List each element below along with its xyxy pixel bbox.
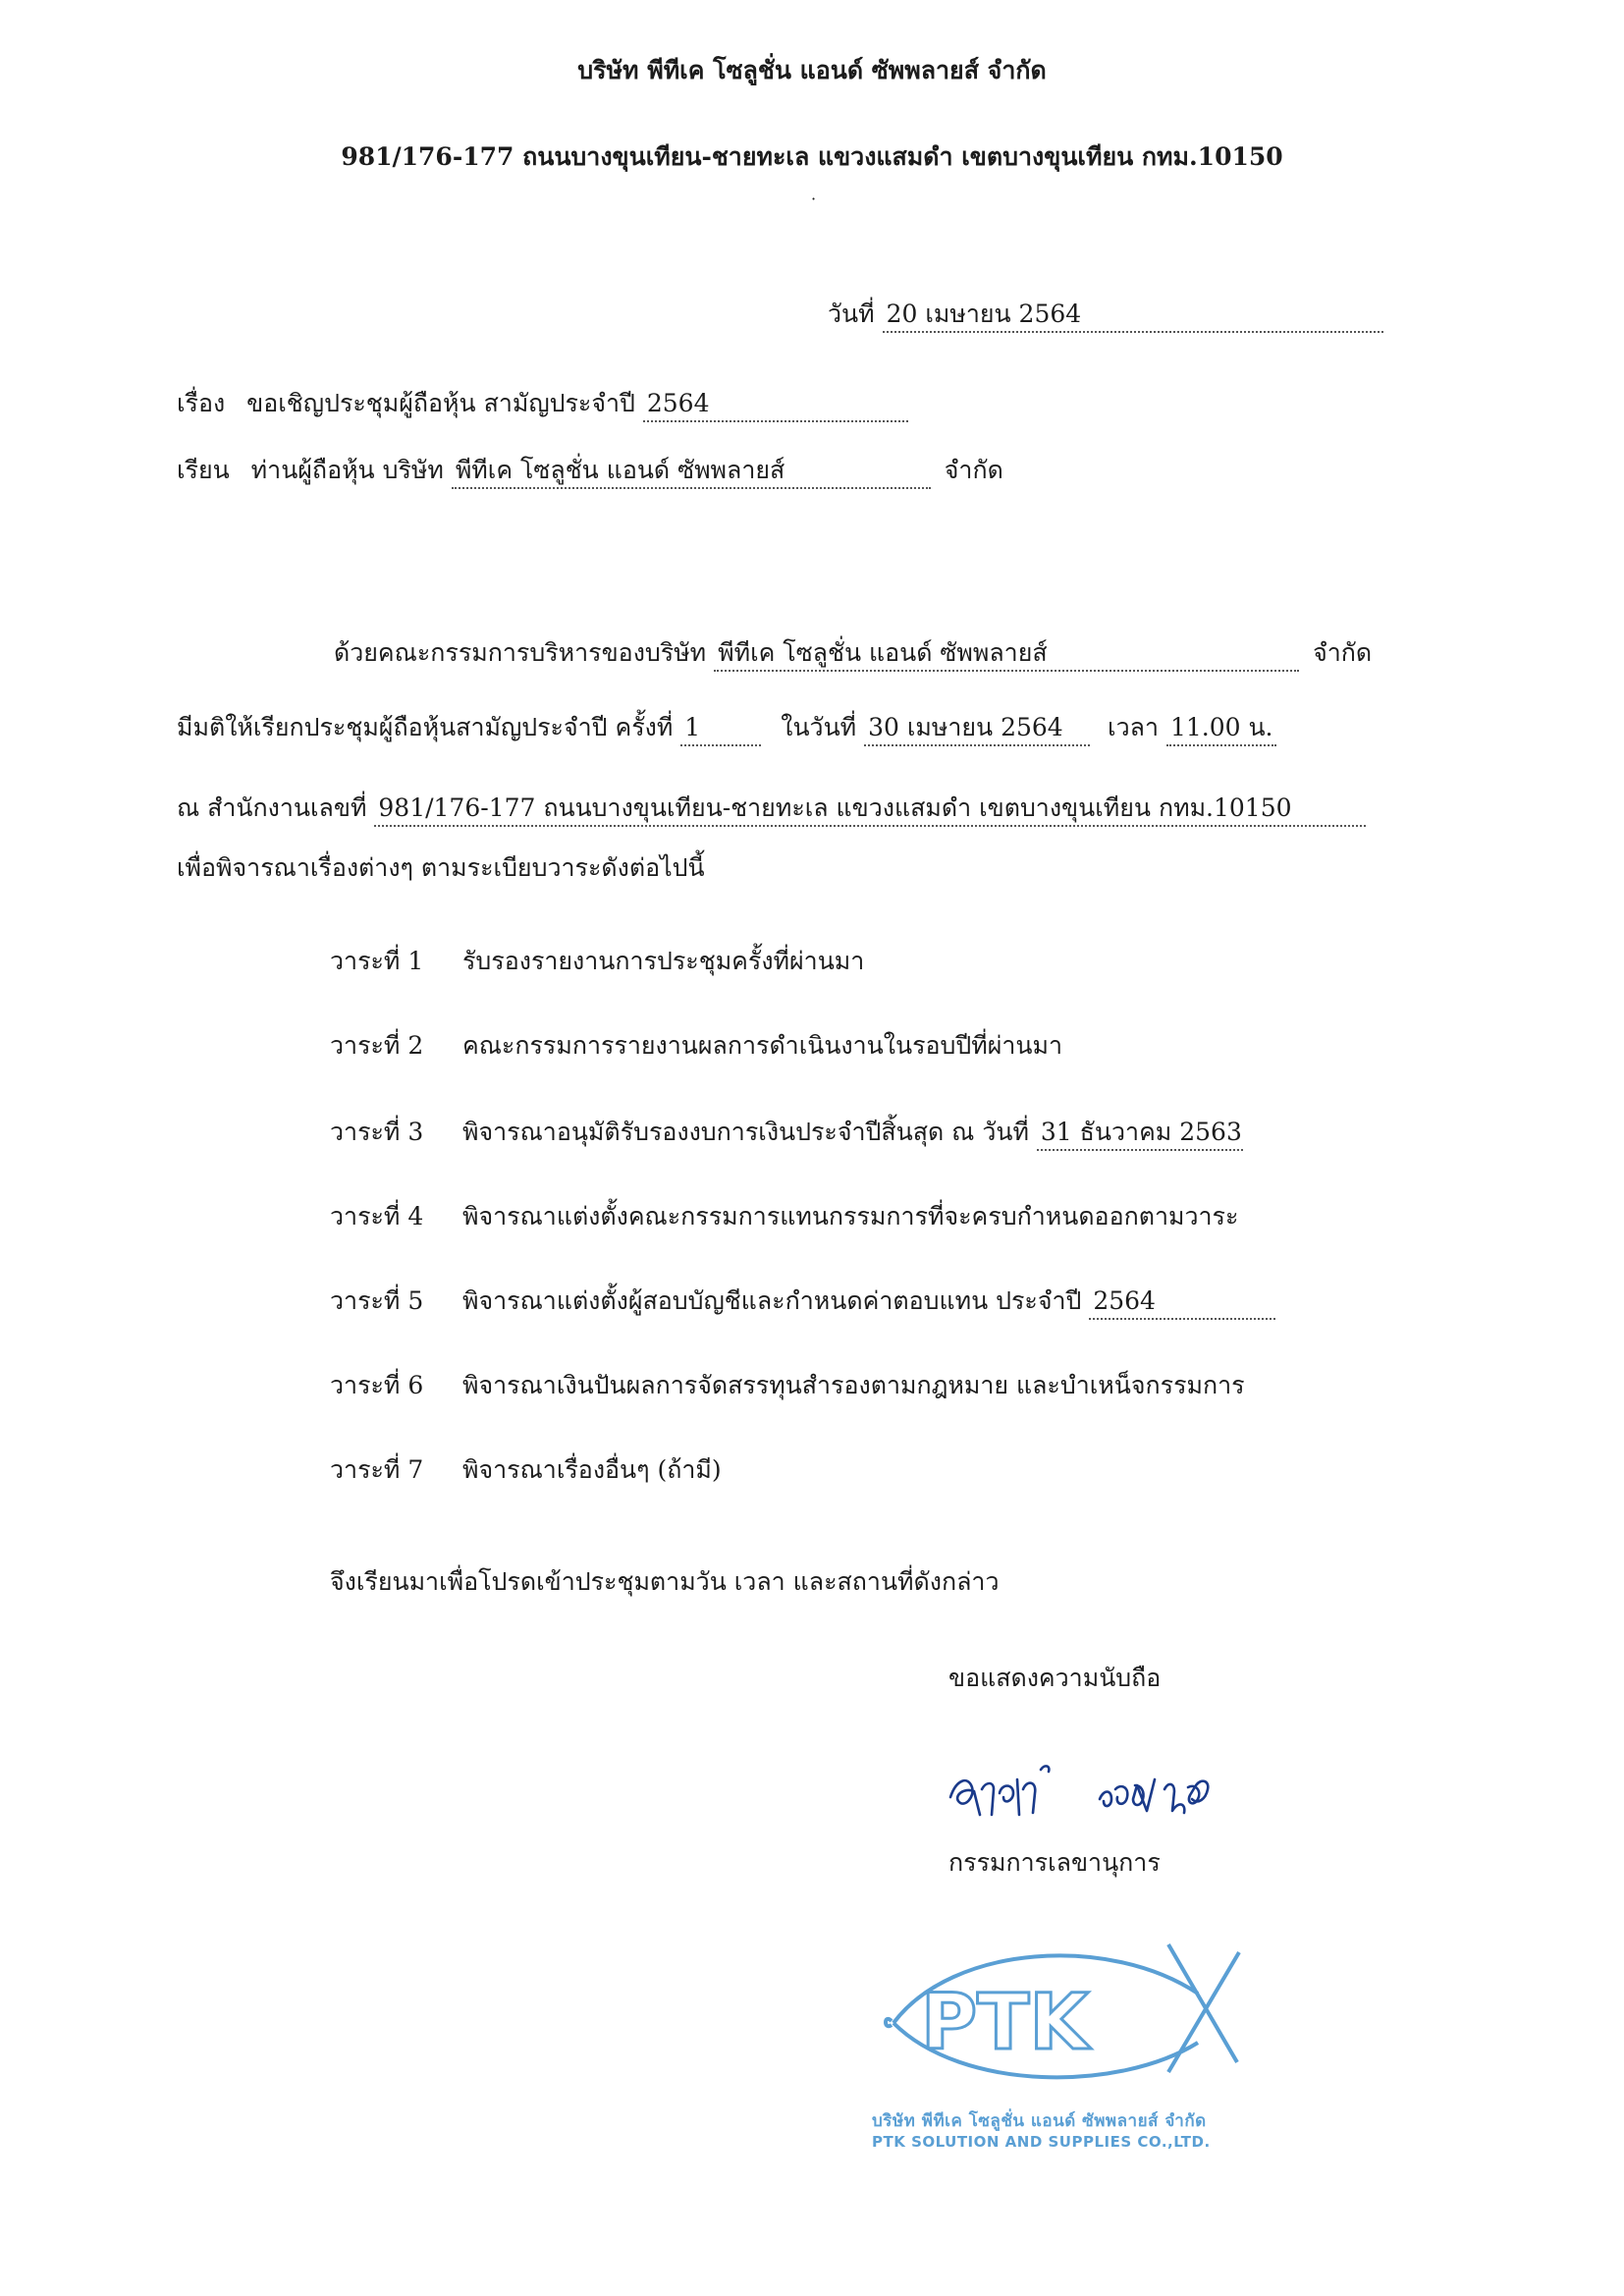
agenda-item bbox=[330, 1453, 722, 1487]
agenda-fill: 31 ธันวาคม 2563 bbox=[1037, 1116, 1243, 1151]
subject-line bbox=[177, 387, 908, 422]
agenda-item bbox=[330, 1285, 1275, 1320]
agenda-text: คณะกรรมการรายงานผลการดำเนินงานในรอบปีที่ผ่านมา bbox=[462, 1031, 1063, 1060]
agenda-number: วาระที่ 3 bbox=[330, 1118, 424, 1146]
agenda-text: พิจารณาแต่งตั้งคณะกรรมการแทนกรรมการที่จะครบกำหนดออกตามวาระ bbox=[462, 1202, 1239, 1230]
company-address: 981/176-177 ถนนบางขุนเทียน-ชายทะเล แขวงแสมดำ เขตบางขุนเทียน กทม.10150 bbox=[341, 142, 1283, 171]
closing-text: จึงเรียนมาเพื่อโปรดเข้าประชุมตามวัน เวลา และสถานที่ดังกล่าว bbox=[330, 1567, 1000, 1596]
meeting-date: 30 เมษายน 2564 bbox=[864, 711, 1090, 746]
body-line-3 bbox=[177, 792, 1366, 827]
agenda-item bbox=[330, 1029, 1062, 1063]
date-label: วันที่ bbox=[828, 300, 875, 328]
agenda-item bbox=[330, 1369, 1245, 1402]
agenda-number: วาระที่ 6 bbox=[330, 1371, 424, 1399]
venue-label: ณ สำนักงานเลขที่ bbox=[177, 793, 367, 822]
subject-text: ขอเชิญประชุมผู้ถือหุ้น สามัญประจำปี bbox=[246, 389, 635, 417]
body-line-1 bbox=[334, 636, 1372, 672]
recipient-prefix: ท่านผู้ถือหุ้น บริษัท bbox=[250, 456, 444, 484]
agenda-item bbox=[330, 1200, 1238, 1233]
body-line-2 bbox=[177, 711, 1276, 746]
agenda-text: รับรองรายงานการประชุมครั้งที่ผ่านมา bbox=[462, 947, 865, 975]
recipient-company: พีทีเค โซลูชั่น แอนด์ ซัพพลายส์ bbox=[452, 454, 931, 489]
body-resolution: มีมติให้เรียกประชุมผู้ถือหุ้นสามัญประจำปี ครั้งที่ bbox=[177, 713, 674, 741]
agenda-item bbox=[330, 945, 864, 978]
agenda-number: วาระที่ 7 bbox=[330, 1455, 424, 1484]
agenda-text: พิจารณาเงินปันผลการจัดสรรทุนสำรองตามกฎหมาย และบำเหน็จกรรมการ bbox=[462, 1371, 1245, 1399]
agenda-text: พิจารณาแต่งตั้งผู้สอบบัญชีและกำหนดค่าตอบแทน ประจำปี bbox=[462, 1286, 1082, 1315]
body-company-suffix: จำกัด bbox=[1313, 638, 1373, 667]
agenda-number: วาระที่ 5 bbox=[330, 1286, 424, 1315]
stamp-logo-text: PTK bbox=[921, 1979, 1089, 2067]
regards-text: ขอแสดงความนับถือ bbox=[948, 1664, 1162, 1692]
meeting-time: 11.00 น. bbox=[1166, 711, 1276, 746]
subject-year: 2564 bbox=[643, 387, 908, 422]
agenda-text: พิจารณาอนุมัติรับรองงบการเงินประจำปีสิ้นสุด ณ วันที่ bbox=[462, 1118, 1029, 1146]
company-stamp-logo bbox=[874, 1905, 1267, 2131]
body-company: พีทีเค โซลูชั่น แอนด์ ซัพพลายส์ bbox=[714, 636, 1299, 672]
signatory-title: กรรมการเลขานุการ bbox=[948, 1848, 1161, 1877]
subject-label: เรื่อง bbox=[177, 389, 226, 417]
agenda-item bbox=[330, 1116, 1243, 1151]
stamp-company-en: PTK SOLUTION AND SUPPLIES CO.,LTD. bbox=[872, 2133, 1211, 2151]
agenda-number: วาระที่ 2 bbox=[330, 1031, 424, 1060]
agenda-number: วาระที่ 4 bbox=[330, 1202, 424, 1230]
recipient-suffix: จำกัด bbox=[944, 456, 1003, 484]
stamp-company-th: บริษัท พีทีเค โซลูชั่น แอนด์ ซัพพลายส์ จำกัด bbox=[872, 2111, 1207, 2131]
recipient-line bbox=[177, 454, 1003, 489]
meeting-time-label: เวลา bbox=[1108, 713, 1159, 741]
venue-address: 981/176-177 ถนนบางขุนเทียน-ชายทะเล แขวงแสมดำ เขตบางขุนเทียน กทม.10150 bbox=[374, 792, 1366, 827]
meeting-date-label: ในวันที่ bbox=[781, 713, 857, 741]
date-value: 20 เมษายน 2564 bbox=[883, 298, 1383, 333]
agenda-number: วาระที่ 1 bbox=[330, 947, 424, 975]
agenda-text: พิจารณาเรื่องอื่นๆ (ถ้ามี) bbox=[462, 1455, 722, 1484]
company-name: บริษัท พีทีเค โซลูชั่น แอนด์ ซัพพลายส์ จำกัด bbox=[577, 56, 1047, 84]
body-intro: ด้วยคณะกรรมการบริหารของบริษัท bbox=[334, 638, 707, 667]
meeting-number: 1 bbox=[680, 711, 761, 746]
agenda-fill: 2564 bbox=[1089, 1285, 1275, 1320]
scan-dot: · bbox=[811, 190, 817, 208]
date-line bbox=[828, 298, 1383, 333]
body-line-4: เพื่อพิจารณาเรื่องต่างๆ ตามระเบียบวาระดังต่อไปนี้ bbox=[177, 853, 705, 882]
recipient-label: เรียน bbox=[177, 456, 230, 484]
handwritten-signature bbox=[943, 1750, 1257, 1829]
